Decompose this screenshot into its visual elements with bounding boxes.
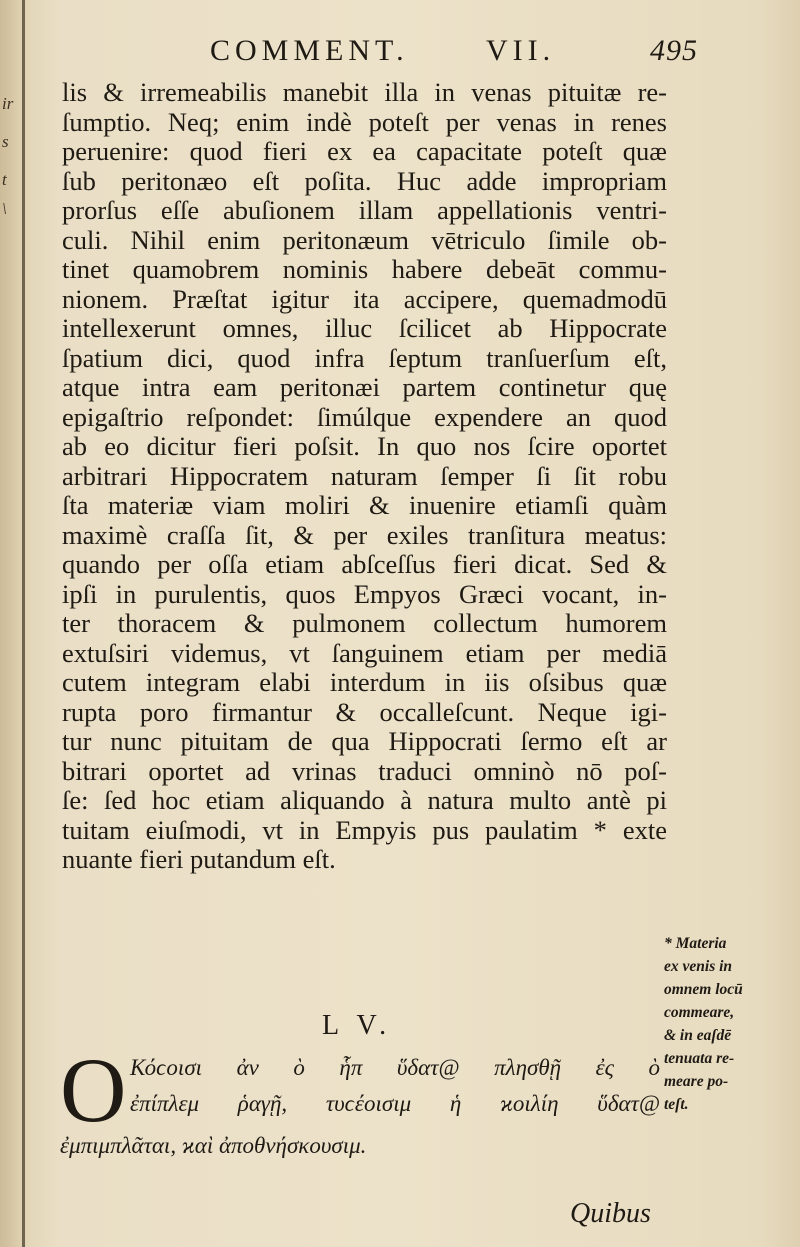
marginal-note-line: meare po- xyxy=(664,1073,729,1090)
catchword: Quibus xyxy=(570,1198,651,1229)
marginal-note-line: * Materia xyxy=(664,935,727,952)
text-line: cutem integram elabi interdum in iis oſsibus quæ xyxy=(62,667,667,697)
text-line: tur nunc pituitam de qua Hippocrati ſermo eſt ar xyxy=(62,726,667,756)
text-line: lis & irremeabilis manebit illa in venas pituitæ re- xyxy=(62,77,667,107)
main-text-block xyxy=(62,78,667,875)
facing-page-fragment: t xyxy=(2,170,7,189)
section-number: L V. xyxy=(322,1010,393,1041)
text-line: rupta poro firmantur & occalleſcunt. Neque igi- xyxy=(62,696,667,727)
marginal-note-line: teſt. xyxy=(664,1096,689,1113)
text-line: ſta materiæ viam moliri & inuenire etiamſi quàm xyxy=(62,490,667,520)
text-line: tuitam eiuſmodi, vt in Empyis pus paulatim * exte xyxy=(62,814,667,845)
text-line: ipſi in purulentis, quos Empyos Græci vocant, in- xyxy=(62,578,667,609)
running-head xyxy=(210,34,730,70)
text-line: ſe: ſed hoc etiam aliquando à natura multo antè pi xyxy=(62,785,667,815)
text-line: ſumptio. Neq; enim indè poteſt per venas in renes xyxy=(62,106,667,137)
text-line: maximè craſſa ſit, & per exiles tranſitura meatus: xyxy=(62,519,667,550)
text-line: ab eo dicitur fieri poſsit. In quo nos ſcire oportet xyxy=(62,431,667,461)
text-line: ter thoracem & pulmonem collectum humorem xyxy=(62,608,667,638)
marginal-note-line: omnem locū xyxy=(664,981,743,998)
running-head-chapter: VII. xyxy=(486,34,556,67)
facing-page-fragment: ir xyxy=(2,94,14,113)
marginal-note-line: ex venis in xyxy=(664,958,733,975)
dropcap-initial: O xyxy=(60,1039,127,1141)
greek-line: Κόϲοισι ἀν ὸ ἧπ ὕδατ@ πλησθῇ ἐς ὸ xyxy=(130,1055,660,1080)
greek-line: ἐπίπλεμ ῥαγῇ, τυϲέοισιμ ἡ ϰοιλίη ὕδατ@ xyxy=(130,1091,660,1116)
text-line: nuante fieri putandum eſt. xyxy=(62,844,336,874)
text-line: bitrari oportet ad vrinas traduci omninò nō poſ- xyxy=(62,755,667,786)
text-line: intellexerunt omnes, illuc ſcilicet ab Hippocrate xyxy=(62,313,667,343)
greek-line: ἐμπιμπλᾶται, ϰαὶ ἀποθνήσκουσιμ. xyxy=(60,1133,367,1158)
page-number: 495 xyxy=(650,34,698,67)
marginal-note-line: tenuata re- xyxy=(664,1050,735,1067)
marginal-note xyxy=(664,932,800,1116)
running-head-title: COMMENT. xyxy=(210,34,409,67)
text-line: extuſsiri videmus, vt ſanguinem etiam per mediā xyxy=(62,637,667,668)
text-line: prorſus eſſe abuſionem illam appellationis ventri- xyxy=(62,195,667,225)
text-line: ſub peritonæo eſt poſita. Huc adde impropriam xyxy=(62,165,667,196)
text-line: quando per oſſa etiam abſceſſus fieri dicat. Sed & xyxy=(62,549,667,579)
text-line: nionem. Præſtat igitur ita accipere, quemadmodū xyxy=(62,283,667,314)
page-gutter-edge xyxy=(22,0,25,1247)
text-line: arbitrari Hippocratem naturam ſemper ſi ſit robu xyxy=(62,460,667,491)
marginal-note-line: commeare, xyxy=(664,1004,735,1021)
text-line: tinet quamobrem nominis habere debeāt commu- xyxy=(62,254,667,284)
text-line: atque intra eam peritonæi partem continetur quę xyxy=(62,372,667,402)
marginal-note-line: & in eaſdē xyxy=(664,1027,732,1044)
text-line: ſpatium dici, quod infra ſeptum tranſuerſum eſt, xyxy=(62,342,667,373)
text-line: epigaſtrio reſpondet: ſimúlque expendere an quod xyxy=(62,401,667,432)
text-line: culi. Nihil enim peritonæum vētriculo ſimile ob- xyxy=(62,224,667,255)
text-line: peruenire: quod fieri ex ea capacitate poteſt quæ xyxy=(62,136,667,166)
facing-page-fragment: s xyxy=(2,132,9,151)
facing-page-fragment: \ xyxy=(2,199,7,218)
